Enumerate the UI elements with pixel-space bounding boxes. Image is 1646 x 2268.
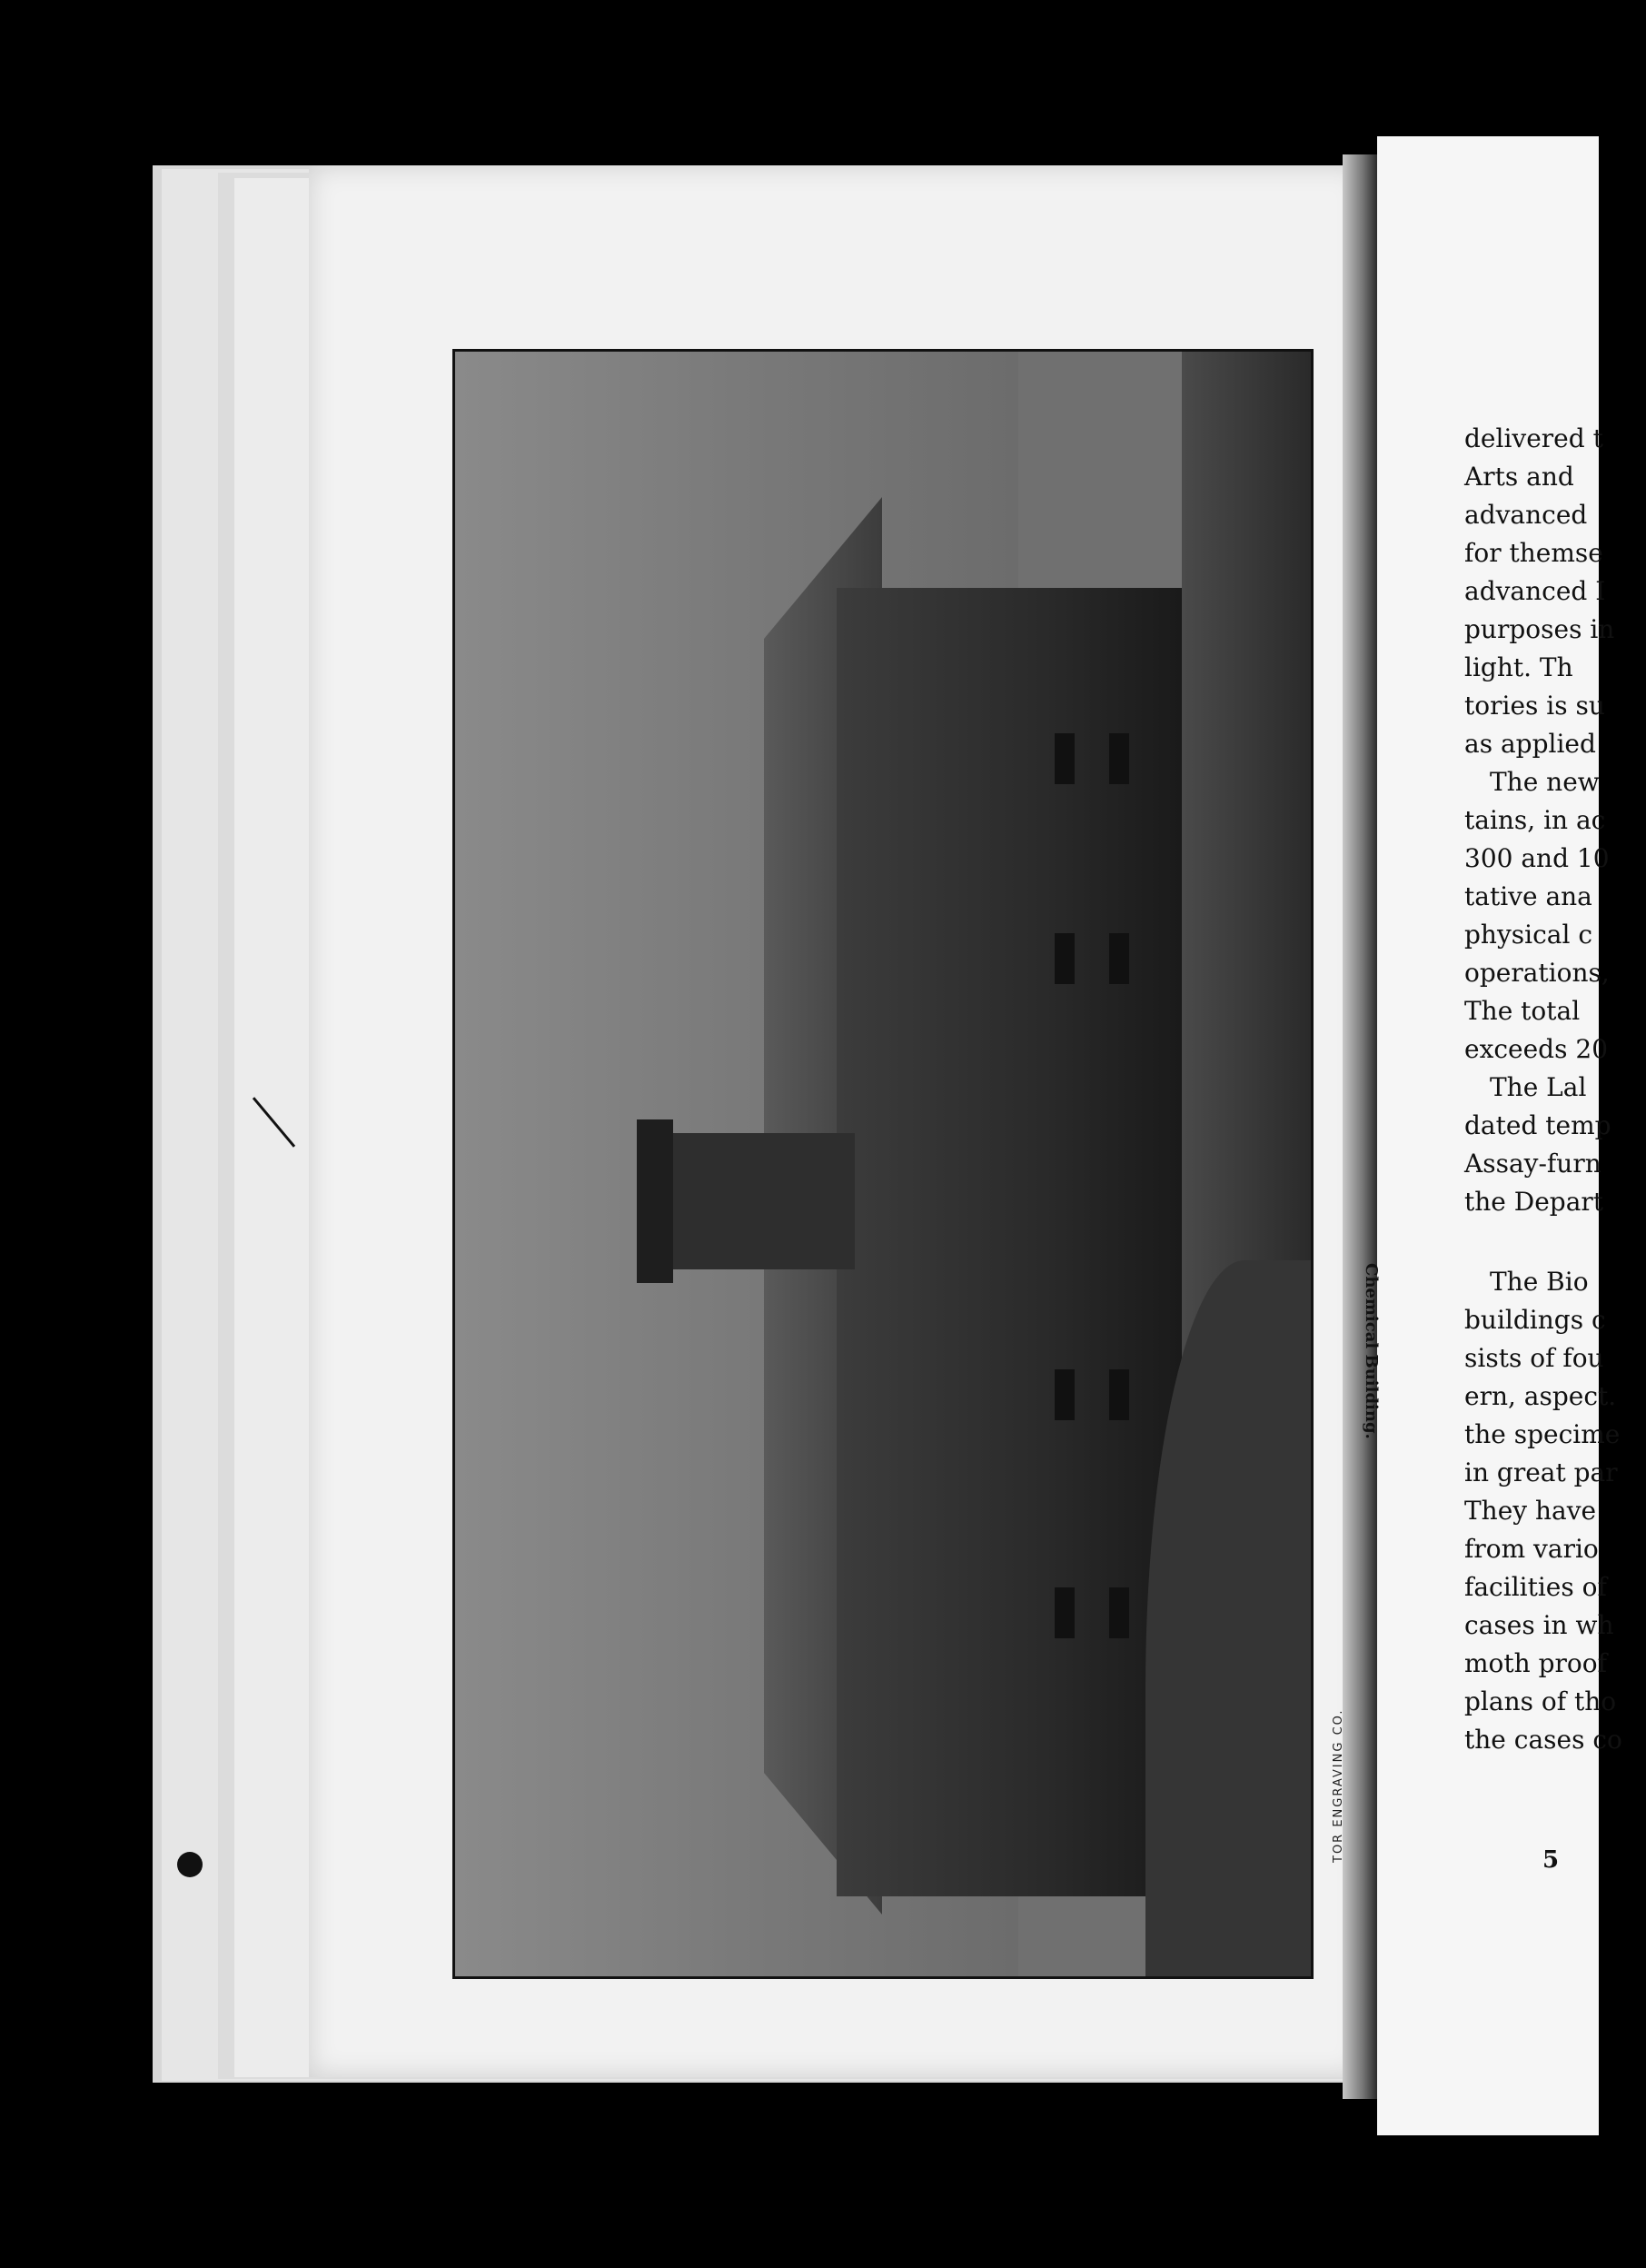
- text-line: ern, aspect.: [1464, 1381, 1617, 1411]
- text-line: the Depart: [1464, 1187, 1604, 1217]
- text-line: moth proof: [1464, 1648, 1607, 1678]
- text-line: in great par: [1464, 1457, 1618, 1487]
- tower-top: [637, 1119, 673, 1283]
- text-line: The Bio: [1490, 1267, 1589, 1297]
- text-line: for themse: [1464, 538, 1603, 568]
- text-line: delivered t: [1464, 423, 1603, 453]
- window: [1109, 733, 1129, 784]
- text-line: the cases co: [1464, 1725, 1622, 1755]
- photo-credit: TOR ENGRAVING CO.: [1332, 1708, 1345, 1863]
- window: [1109, 933, 1129, 984]
- text-line: as applied: [1464, 729, 1596, 759]
- text-line: The total: [1464, 996, 1581, 1026]
- building: [837, 588, 1182, 1896]
- text-line: cases in wh: [1464, 1610, 1614, 1640]
- paragraph-gap: [1464, 1221, 1646, 1263]
- text-line: tains, in ac: [1464, 805, 1606, 835]
- page-number: 5: [1542, 1846, 1560, 1874]
- text-line: The Lal: [1490, 1072, 1587, 1102]
- text-line: sists of fou: [1464, 1343, 1604, 1373]
- window: [1055, 1369, 1075, 1420]
- text-line: advanced I: [1464, 576, 1606, 606]
- window: [1109, 1369, 1129, 1420]
- photo-caption: Chemical Building.: [1362, 1263, 1381, 1439]
- text-line: facilities of: [1464, 1572, 1607, 1602]
- text-line: exceeds 20: [1464, 1034, 1609, 1064]
- text-line: from vario: [1464, 1534, 1599, 1564]
- right-page-text: [1464, 420, 1646, 1759]
- text-line: Assay-furn: [1464, 1149, 1601, 1179]
- text-line: tative ana: [1464, 881, 1592, 911]
- text-line: The new: [1490, 767, 1600, 797]
- text-line: 300 and 10: [1464, 843, 1610, 873]
- text-line: dated temp: [1464, 1110, 1611, 1140]
- text-line: They have: [1464, 1496, 1597, 1526]
- text-line: Arts and: [1464, 462, 1574, 492]
- text-line: operations,: [1464, 958, 1610, 988]
- window: [1109, 1587, 1129, 1638]
- chemical-building-photo: [452, 349, 1314, 1979]
- text-line: light. Th: [1464, 652, 1573, 682]
- book-gutter: [1343, 154, 1379, 2099]
- text-line: advanced: [1464, 500, 1588, 530]
- ink-blot: [177, 1852, 203, 1877]
- text-line: purposes in: [1464, 614, 1615, 644]
- text-line: tories is su: [1464, 691, 1605, 721]
- building-tower: [655, 1133, 855, 1269]
- window: [1055, 933, 1075, 984]
- text-line: physical c: [1464, 920, 1593, 950]
- text-line: buildings c: [1464, 1305, 1606, 1335]
- text-line: the specime: [1464, 1419, 1621, 1449]
- window: [1055, 733, 1075, 784]
- window: [1055, 1587, 1075, 1638]
- text-line: plans of tho: [1464, 1686, 1617, 1716]
